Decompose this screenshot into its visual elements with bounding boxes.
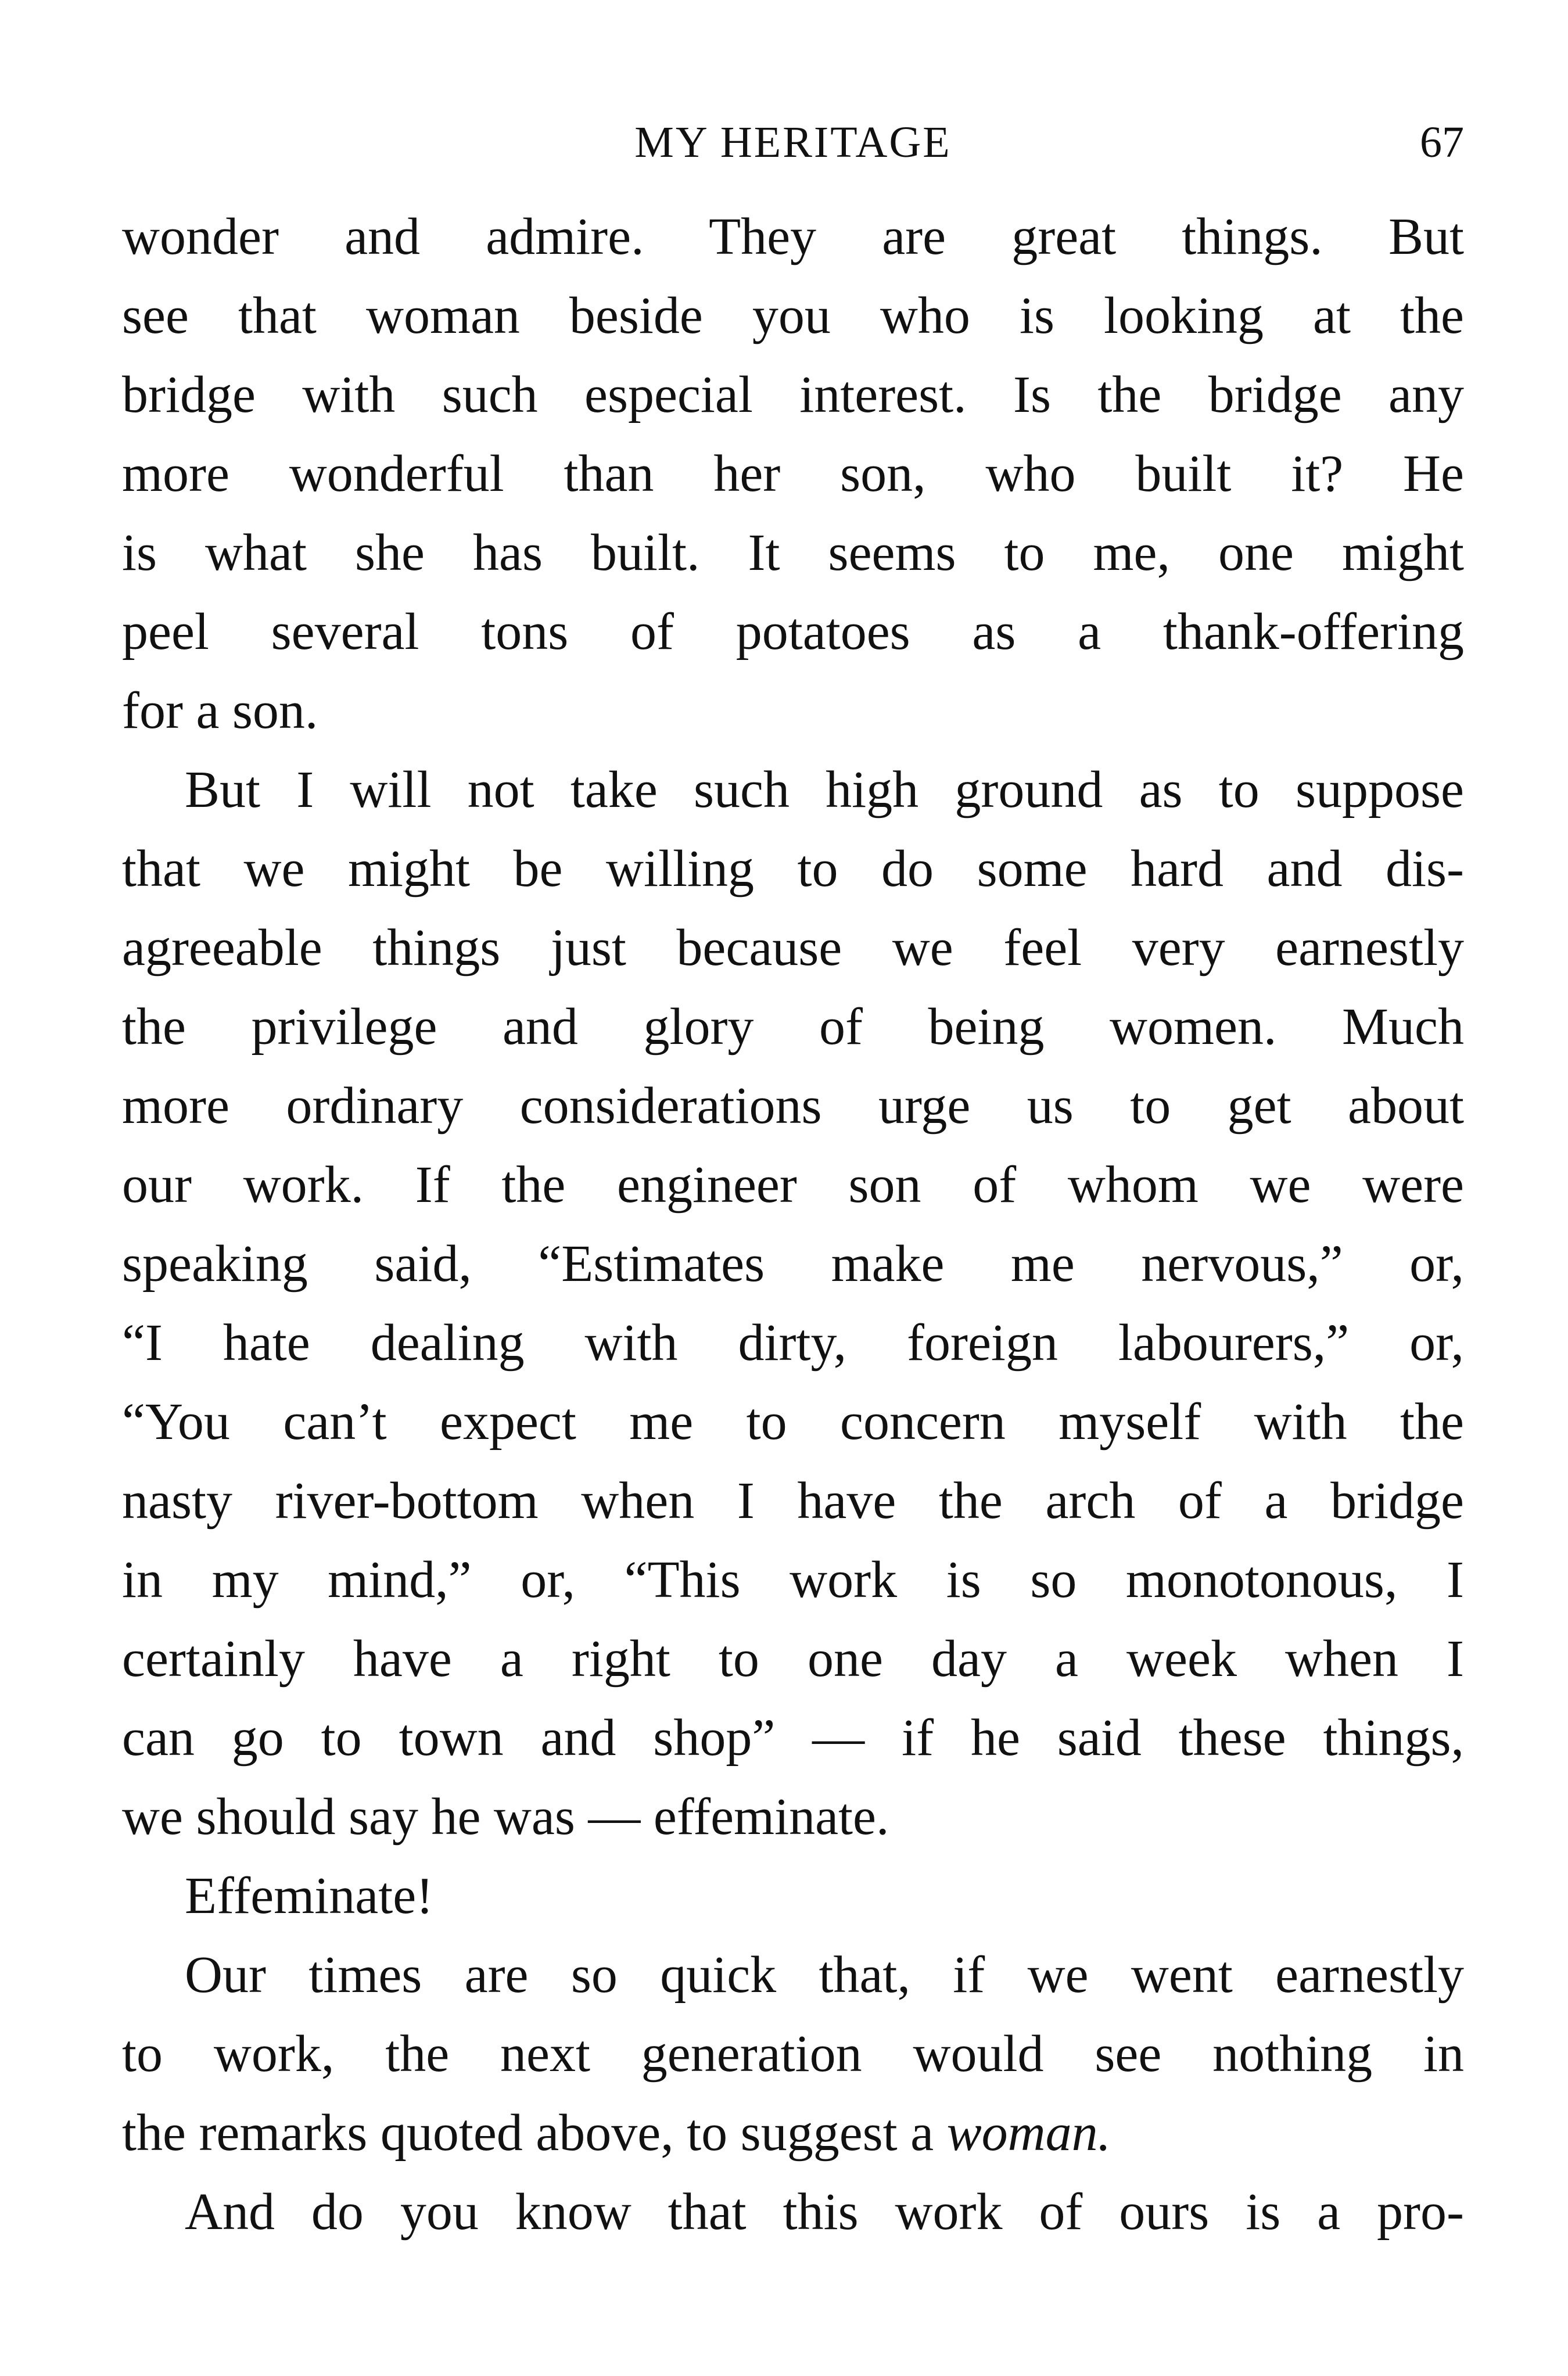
text-line: Effeminate! [185, 1867, 434, 1925]
text-line: for a son. [122, 682, 318, 740]
text-line: And do you know that this work of ours is a pro- [185, 2183, 1464, 2241]
text-line: see that woman beside you who is looking at the [122, 287, 1464, 344]
text-line: the privilege and glory of being women. Much [122, 998, 1464, 1056]
text-line: to work, the next generation would see nothing in [122, 2025, 1464, 2083]
running-title: MY HERITAGE [634, 118, 952, 167]
text-line: speaking said, “Estimates make me nervous,” or, [122, 1235, 1464, 1293]
paragraph-5 [122, 2173, 1464, 2252]
italic-word: woman. [946, 2104, 1111, 2162]
text-line: our work. If the engineer son of whom we were [122, 1156, 1464, 1214]
paragraph-2 [122, 751, 1464, 1857]
text-line: in my mind,” or, “This work is so monotonous, I [122, 1551, 1464, 1609]
text-line: “You can’t expect me to concern myself with the [122, 1393, 1464, 1451]
text-line: But I will not take such high ground as to suppose [185, 761, 1464, 819]
running-head [122, 110, 1464, 174]
text-line: Our times are so quick that, if we went earnestly [185, 1946, 1464, 2004]
text-line: can go to town and shop” — if he said these things, [122, 1709, 1464, 1767]
text-line: is what she has built. It seems to me, one might [122, 524, 1464, 582]
page-number: 67 [1420, 118, 1464, 167]
body-text [122, 198, 1464, 2252]
paragraph-1 [122, 198, 1464, 751]
text-line: peel several tons of potatoes as a thank-offering [122, 603, 1464, 661]
text-line [122, 2094, 1464, 2173]
paragraph-4 [122, 1936, 1464, 2173]
text-line: “I hate dealing with dirty, foreign labourers,” or, [122, 1314, 1464, 1372]
text-line: that we might be willing to do some hard and dis- [122, 840, 1464, 898]
text-line: bridge with such especial interest. Is the bridge any [122, 366, 1464, 423]
text-line: nasty river-bottom when I have the arch of a bridge [122, 1472, 1464, 1530]
text-line: wonder and admire. They are great things. But [122, 208, 1464, 265]
text-line: more ordinary considerations urge us to get about [122, 1077, 1464, 1135]
text-line: agreeable things just because we feel very earnestly [122, 919, 1464, 977]
text-line: we should say he was — effeminate. [122, 1788, 889, 1846]
paragraph-3 [122, 1857, 1464, 1936]
text-line-roman: the remarks quoted above, to suggest a [122, 2104, 934, 2162]
text-line: more wonderful than her son, who built it? He [122, 445, 1464, 503]
text-line: certainly have a right to one day a week when I [122, 1630, 1464, 1688]
